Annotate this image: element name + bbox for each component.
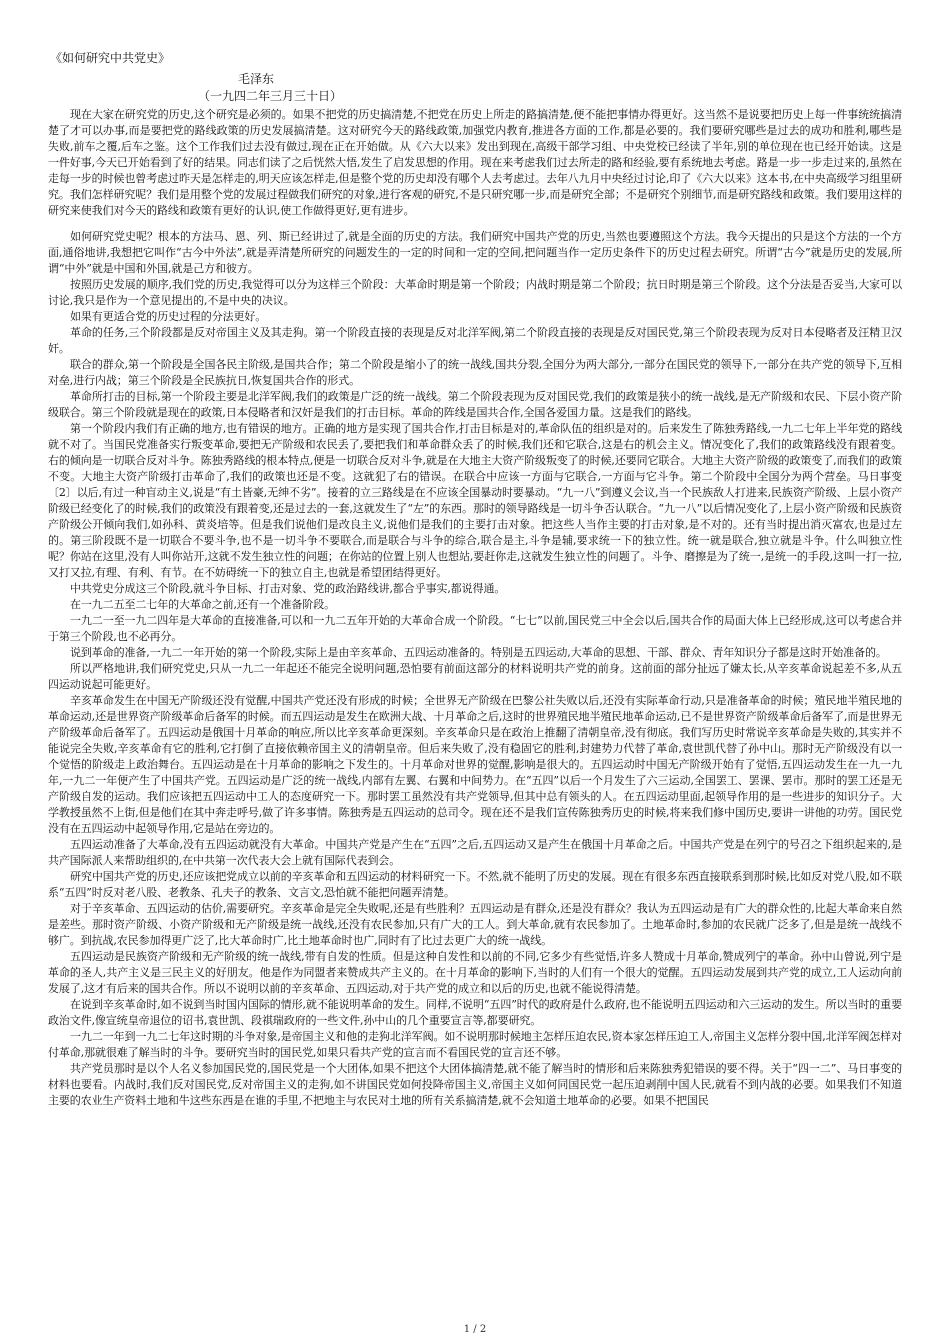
paragraph: 共产党员那时是以个人名义参加国民党的,国民党是一个大团体,如果不把这个大团体搞清楚,就不能了解当时的情形和后来陈独秀犯错误的要不得。关于“四一二”、马日事变的材料也要看。内战时,我们反对国民党,反对帝国主义的走狗,如不讲国民党如何投降帝国主义,帝国主义如何同国民党一起压迫剥削中国人民,就看不到内战的必要。如果我们不知道主要的农业生产资料土地和牛这些东西是在谁的手里,不把地主与农民对土地的所有关系搞清楚,就不会知道土地革命的必要。如果不把国民 (48, 1062, 902, 1107)
paragraph: 革命的任务,三个阶段都是反对帝国主义及其走狗。第一个阶段直接的表现是反对北洋军阀,第二个阶段直接的表现是反对国民党,第三个阶段表现为反对日本侵略者及汪精卫汉奸。 (48, 326, 902, 355)
paragraph: 五四运动是民族资产阶级和无产阶级的统一战线,带有自发的性质。但是这种自发性和以前的不同,它多少有些觉悟,许多人赞成十月革命,赞成列宁的革命。孙中山曾说,列宁是革命的圣人,共产主义是三民主义的好朋友。他是作为同盟者来赞成共产主义的。在十月革命的影响下,当时的人们有一个很大的觉醒。五四运动发展到共产党的成立,工人运动向前发展了,这才有后来的国共合作。所以不说明以前的辛亥革命、五四运动,对于共产党的成立和以后的历史,也就不能说得清楚。 (48, 950, 902, 995)
paragraph-gap (48, 219, 902, 229)
paragraph: 一九二一年到一九二七年这时期的斗争对象,是帝国主义和他的走狗北洋军阀。如不说明那时候地主怎样压迫农民,资本家怎样压迫工人,帝国主义怎样分裂中国,北洋军阀怎样对付革命,那就很难了解当时的斗争。要研究当时的国民党,如果只看共产党的宣言而不看国民党的宣言还不够。 (48, 1030, 902, 1059)
paragraph: 辛亥革命发生在中国无产阶级还没有觉醒,中国共产党还没有形成的时候；全世界无产阶级在巴黎公社失败以后,还没有实际革命行动,只是准备革命的时候；殖民地半殖民地的革命运动,还是世界资产阶级革命后备军的时候。而五四运动是发生在欧洲大战、十月革命之后,这时的世界殖民地半殖民地革命运动,已不是世界资产阶级革命后备军了,而是世界无产阶级革命后备军了。五四运动是俄国十月革命的响应,所以比辛亥革命更深刻。辛亥革命只是在政治上推翻了清朝皇帝,没有彻底。我们写历史时常说辛亥革命是失败的,其实并不能说完全失败,辛亥革命有它的胜利,它打倒了直接依赖帝国主义的清朝皇帝。但后来失败了,没有稳固它的胜利,封建势力代替了革命,袁世凯代替了孙中山。那时无产阶级没有以一个觉悟的阶级走上政治舞台。五四运动是在十月革命的影响之下发生的。十月革命对世界的觉醒,影响是很大的。五四运动时中国无产阶级开始有了觉悟,五四运动发生在一九一九年,一九二一年便产生了中国共产党。五四运动是广泛的统一战线,内部有左翼、右翼和中间势力。在“五四”以后一个月发生了六三运动,全国罢工、罢课、罢市。那时的罢工还是无产阶级自发的运动。我们应该把五四运动中工人的态度研究一下。那时罢工虽然没有共产党领导,但其中总有领头的人。在五四运动里面,起领导作用的是一些进步的知识分子。大学教授虽然不上街,但是他们在其中奔走呼号,做了许多事情。陈独秀是五四运动的总司令。现在还不是我们宣传陈独秀历史的时候,将来我们修中国历史,要讲一讲他的功劳。国民党没有在五四运动中起领导作用,它是站在旁边的。 (48, 694, 902, 835)
paragraph: 说到革命的准备,一九二一年开始的第一个阶段,实际上是由辛亥革命、五四运动准备的。特别是五四运动,大革命的思想、干部、群众、青年知识分子都是这时开始准备的。 (70, 646, 887, 659)
paragraph: 在一九二五至二七年的大革命之前,还有一个准备阶段。 (70, 598, 335, 611)
paragraph: 如何研究党史呢？根本的方法马、恩、列、斯已经讲过了,就是全面的历史的方法。我们研究中国共产党的历史,当然也要遵照这个方法。我今天提出的只是这个方法的一个方面,通俗地讲,我想把它叫作“古今中外法”,就是弄清楚所研究的问题发生的一定的时间和一定的空间,把问题当作一定历史条件下的历史过程去研究。所谓“古今”就是历史的发展,所谓“中外”就是中国和外国,就是己方和彼方。 (48, 230, 902, 275)
paragraph: 中共党史分成这三个阶段,就斗争目标、打击对象、党的政治路线讲,都合乎事实,都说得通。 (70, 582, 506, 595)
document-date: （一九四二年三月三十日） (198, 89, 343, 103)
document-title: 《如何研究中共党史》 (50, 51, 171, 65)
document-author: 毛泽东 (238, 72, 275, 86)
paragraph: 联合的群众,第一个阶段是全国各民主阶级,是国共合作；第二个阶段是缩小了的统一战线,国共分裂,全国分为两大部分,一部分在国民党的领导下,一部分在共产党的领导下,互相对垒,进行内战；第三个阶段是全民族抗日,恢复国共合作的形式。 (48, 358, 902, 387)
page-number: 1 / 2 (463, 1324, 487, 1335)
paragraph: 如果有更适合党的历史过程的分法更好。 (70, 310, 267, 323)
document-body (48, 50, 902, 1109)
paragraph: 第一个阶段内我们有正确的地方,也有错误的地方。正确的地方是实现了国共合作,打击目标是对的,革命队伍的组织是对的。后来发生了陈独秀路线,一九二七年上半年党的路线就不对了。当国民党准备实行叛变革命,要把无产阶级和农民丢了,要把我们和革命群众丢了的时候,我们还和它联合,这是右的机会主义。情况变化了,我们的政策路线没有跟着变。右的倾向是一切联合反对斗争。陈独秀路线的根本特点,便是一切联合反对斗争,就是在大地主大资产阶级叛变了的时候,还要同它联合。大地主大资产阶级的政策变了,而我们的政策不变。大地主大资产阶级打击革命了,我们的政策也还是不变。这就犯了右的错误。在联合中应该一方面与它联合,一方面与它斗争。第二个阶段中全国分为两个营垒。马日事变〔2〕以后,有过一种盲动主义,说是“有土皆豪,无绅不劣”。接着的立三路线是在不应该全国暴动时要暴动。“九一八”到遵义会议,当一个民族敌人打进来,民族资产阶级、上层小资产阶级已经变化了的时候,我们的政策没有跟着变,还是过去的一套,这就发生了“左”的东西。那时的领导路线是一切斗争否认联合。“九一八”以后情况变化了,上层小资产阶级和民族资产阶级公开倾向我们,如孙科、黄炎培等。但是我们说他们是改良主义,说他们是我们的主要打击对象。把这些人当作主要的打击对象,是不对的。还有当时提出消灭富农,也是过左的。第三阶段既不是一切联合不要斗争,也不是一切斗争不要联合,而是联合与斗争的综合,联合是主,斗争是辅,要求统一下的独立性。统一就是联合,独立就是斗争。什么叫独立性呢？你站在这里,没有人叫你站开,这就不发生独立性的问题；在你站的位置上别人也想站,要赶你走,这就发生独立性的问题了。斗争、磨擦是为了统一,是统一的手段,这叫一打一拉,又打又拉,有理、有利、有节。在不妨碍统一下的独立自主,也就是希望团结得更好。 (48, 422, 902, 579)
paragraph: 现在大家在研究党的历史,这个研究是必须的。如果不把党的历史搞清楚,不把党在历史上所走的路搞清楚,便不能把事情办得更好。这当然不是说要把历史上每一件事统统搞清楚了才可以办事,而是要把党的路线政策的历史发展搞清楚。这对研究今天的路线政策,加强党内教育,推进各方面的工作,都是必要的。我们要研究哪些是过去的成功和胜利,哪些是失败,前车之覆,后车之鉴。这个工作我们过去没有做过,现在正在开始做。从《六大以来》发出到现在,高级干部学习组、中央党校已经读了半年,别的单位现在也已经开始读。这是一件好事,今天已开始看到了好的结果。同志们读了之后恍然大悟,发生了启发思想的作用。现在来考虑我们过去所走的路和经验,要有系统地去考虑。路是一步一步走过来的,虽然在走每一步的时候也曾考虑过昨天是怎样走的,明天应该怎样走,但是整个党的历史却没有哪个人去考虑过。去年八九月中央经过讨论,印了《六大以来》这本书,在中央高级学习组里研究。我们怎样研究呢？我们是用整个党的发展过程做我们研究的对象,进行客观的研究,不是只研究哪一步,而是研究全部；不是研究个别细节,而是研究路线和政策。我们要用这样的研究来使我们对今天的路线和政策有更好的认识,使工作做得更好,更有进步。 (48, 108, 902, 217)
paragraph: 一九二一至一九二四年是大革命的直接准备,可以和一九二五年开始的大革命合成一个阶段。“七七”以前,国民党三中全会以后,国共合作的局面大体上已经形成,这可以考虑合并于第三个阶段,也不必再分。 (48, 614, 902, 643)
paragraph: 对于辛亥革命、五四运动的估价,需要研究。辛亥革命是完全失败呢,还是有些胜利？五四运动是有群众,还是没有群众？我认为五四运动是有广大的群众性的,比起大革命来自然是差些。那时资产阶级、小资产阶级和无产阶级是统一战线,还没有农民参加,只有广大的工人。到大革命,就有农民参加了。土地革命时,参加的农民就广泛多了,但是是统一战线不够广。到抗战,农民参加得更广泛了,比大革命时广,比土地革命时也广,同时有了比过去更广大的统一战线。 (48, 902, 902, 947)
paragraph: 研究中国共产党的历史,还应该把党成立以前的辛亥革命和五四运动的材料研究一下。不然,就不能明了历史的发展。现在有很多东西直接联系到那时候,比如反对党八股,如不联系“五四”时反对老八股、老教条、孔夫子的教条、文言文,恐怕就不能把问题弄清楚。 (48, 870, 902, 899)
paragraph: 按照历史发展的顺序,我们党的历史,我觉得可以分为这样三个阶段：大革命时期是第一个阶段；内战时期是第二个阶段；抗日时期是第三个阶段。这个分法是否妥当,大家可以讨论,我只是作为一个意见提出的,不是中央的决议。 (48, 278, 902, 307)
paragraph: 革命所打击的目标,第一个阶段主要是北洋军阀,我们的政策是广泛的统一战线。第二个阶段表现为反对国民党,我们的政策是狭小的统一战线,是无产阶级和农民、下层小资产阶级联合。第三个阶段就是现在的政策,日本侵略者和汉奸是我们的打击目标。革命的阵线是国共合作,全国各爱国力量。这是我们的路线。 (48, 390, 902, 419)
paragraph: 所以严格地讲,我们研究党史,只从一九二一年起还不能完全说明问题,恐怕要有前面这部分的材料说明共产党的前身。这前面的部分扯远了嫌太长,从辛亥革命说起差不多,从五四运动说起可能更好。 (48, 662, 902, 691)
paragraph: 五四运动准备了大革命,没有五四运动就没有大革命。中国共产党是产生在“五四”之后,五四运动又是产生在俄国十月革命之后。中国共产党是在列宁的号召之下组织起来的,是共产国际派人来帮助组织的,在中共第一次代表大会上就有国际代表到会。 (48, 838, 902, 867)
paragraph: 在说到辛亥革命时,如不说到当时国内国际的情形,就不能说明革命的发生。同样,不说明“五四”时代的政府是什么政府,也不能说明五四运动和六三运动的发生。所以当时的重要政治文件,像宣统皇帝退位的诏书,袁世凯、段祺瑞政府的一些文件,孙中山的几个重要宣言等,都要研究。 (48, 998, 902, 1027)
